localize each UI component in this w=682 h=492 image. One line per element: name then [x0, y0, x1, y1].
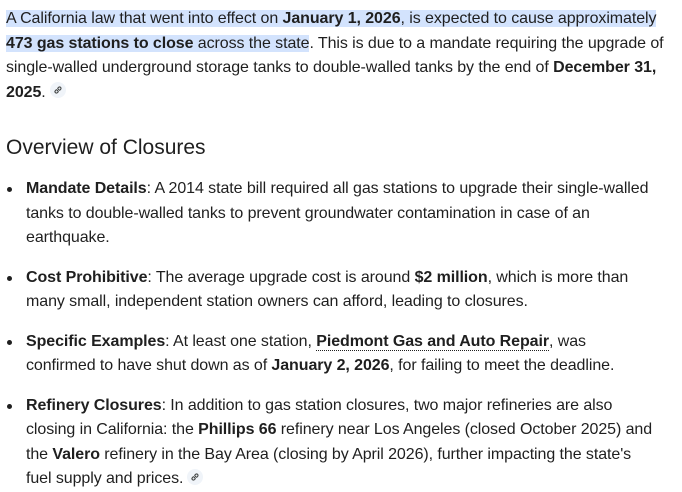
bullet-icon [7, 404, 12, 409]
item-text: : In addition to gas station closures, two major refineries are also closing in California: the [26, 396, 613, 438]
bullet-icon [7, 276, 12, 281]
item-title: Refinery Closures [26, 396, 162, 414]
station-link[interactable]: Piedmont Gas and Auto Repair [316, 332, 549, 350]
item-title: Specific Examples [26, 332, 166, 350]
refinery-name: Phillips 66 [198, 421, 277, 438]
intro-paragraph [6, 7, 674, 105]
item-text: , was confirmed to have shut down as of [26, 332, 586, 374]
cost-amount: $2 million [414, 268, 488, 286]
link-icon[interactable] [50, 82, 66, 98]
link-icon[interactable] [187, 469, 203, 485]
shutdown-date: January 2, 2026 [271, 357, 390, 374]
item-text: : At least one station, [165, 332, 317, 350]
bullet-icon [7, 187, 12, 192]
deadline-date: December 31, 2025 [6, 59, 657, 101]
intro-text: , is expected to cause approximately [400, 10, 657, 27]
closure-list [0, 177, 682, 492]
closure-count: 473 gas stations to close [6, 34, 194, 52]
list-item [0, 177, 682, 251]
item-text: , for failing to meet the deadline. [389, 357, 615, 374]
section-heading: Overview of Closures [6, 136, 206, 159]
effective-date: January 1, 2026 [282, 10, 401, 27]
item-title: Mandate Details [26, 180, 147, 197]
intro-text: A California law that went into effect on [6, 10, 283, 27]
list-item [0, 394, 682, 492]
list-item [0, 330, 682, 379]
intro-text: . [41, 83, 46, 101]
refinery-name: Valero [52, 445, 100, 463]
item-text: : A 2014 state bill required all gas stations to upgrade their single-walled tanks to double-walled tanks to prevent groundwater contamination in case of an earthquake. [26, 180, 649, 246]
bullet-icon [7, 340, 12, 345]
intro-text: . This is due to a mandate requiring the upgrade of single-walled underground storage tanks to double-walled tanks by the end of [6, 34, 664, 76]
item-text: : The average upgrade cost is around [147, 268, 415, 286]
item-text: refinery in the Bay Area (closing by April 2026), further impacting the state's fuel supply and prices. [26, 445, 632, 487]
item-title: Cost Prohibitive [26, 268, 148, 286]
list-item [0, 266, 682, 315]
item-text: , which is more than many small, independent station owners can afford, leading to closures. [26, 268, 629, 310]
intro-text: across the state [193, 34, 310, 52]
item-text: refinery near Los Angeles (closed October 2025) and the [26, 421, 653, 463]
